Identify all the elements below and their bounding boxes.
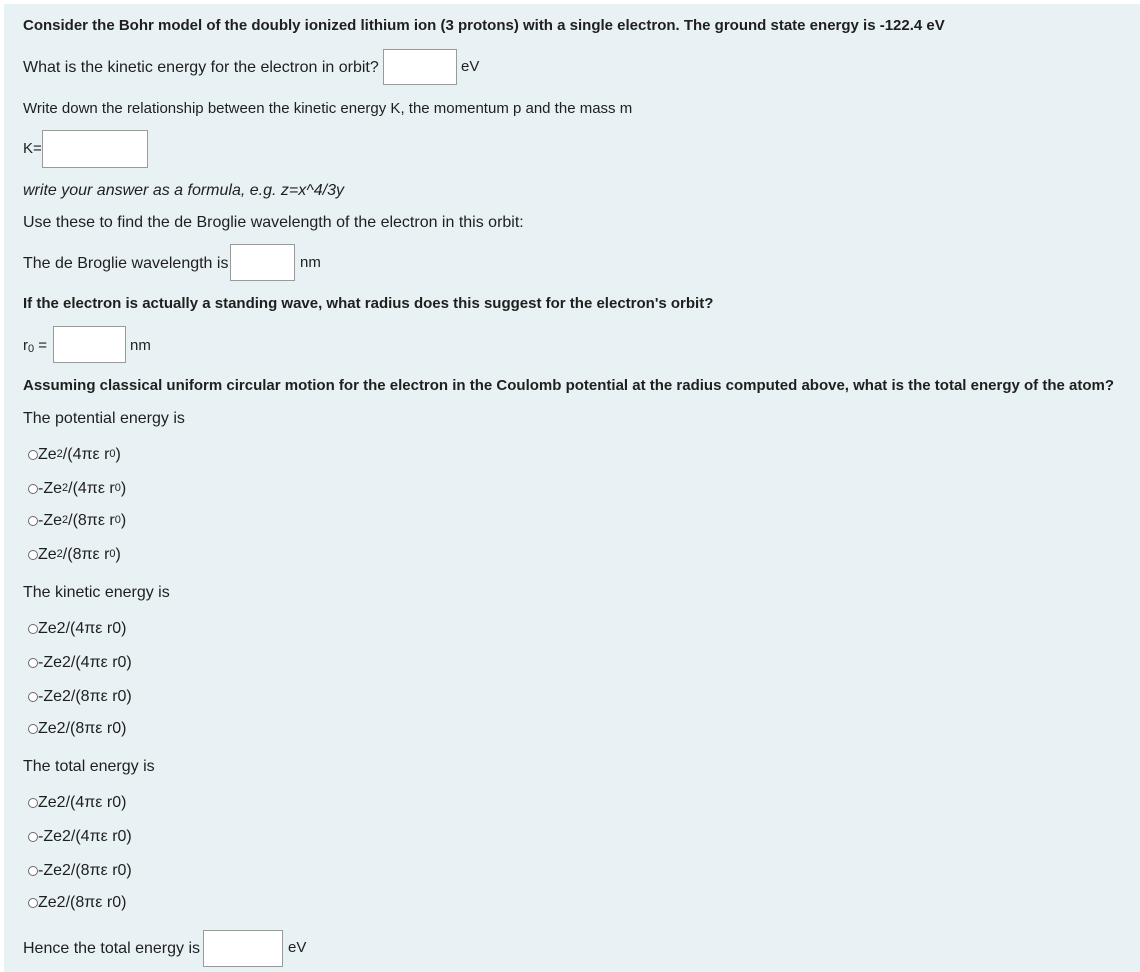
use-these-text: Use these to find the de Broglie wavelength of the electron in this orbit:: [23, 214, 524, 231]
radio-icon[interactable]: [28, 658, 38, 668]
kinetic-option[interactable]: -Ze2/(4πε r0): [28, 653, 132, 672]
relationship-question: Write down the relationship between the kinetic energy K, the momentum p and the mass m: [23, 100, 633, 117]
radio-icon[interactable]: [28, 798, 38, 808]
total-energy-unit: eV: [288, 939, 307, 956]
radio-icon[interactable]: [28, 832, 38, 842]
kinetic-energy-label: The kinetic energy is: [23, 584, 170, 601]
kinetic-question: What is the kinetic energy for the electron in orbit?: [23, 59, 379, 76]
potential-energy-label: The potential energy is: [23, 410, 185, 427]
r0-input[interactable]: [53, 326, 126, 363]
total-option[interactable]: -Ze2/(4πε r0): [28, 827, 132, 846]
intro-text: Consider the Bohr model of the doubly ionized lithium ion (3 protons) with a single electron. The ground state energy is -122.4 eV: [23, 17, 945, 34]
total-option[interactable]: -Ze2/(8πε r0): [28, 861, 132, 880]
radio-icon[interactable]: [28, 724, 38, 734]
k-label: K=: [23, 140, 42, 157]
k-formula-input[interactable]: [42, 130, 148, 168]
total-option[interactable]: Ze2/(4πε r0): [28, 793, 126, 812]
kinetic-unit: eV: [461, 58, 480, 75]
standing-wave-question: If the electron is actually a standing wave, what radius does this suggest for the electron's orbit?: [23, 295, 714, 312]
kinetic-option[interactable]: Ze2/(4πε r0): [28, 619, 126, 638]
de-broglie-input[interactable]: [230, 244, 295, 281]
radio-icon[interactable]: [28, 624, 38, 634]
hence-label: Hence the total energy is: [23, 940, 200, 957]
potential-option[interactable]: -Ze 2 /(4πε r 0 ): [28, 479, 126, 498]
total-energy-input[interactable]: [203, 930, 283, 967]
radio-icon[interactable]: [28, 516, 38, 526]
radio-icon[interactable]: [28, 692, 38, 702]
potential-option[interactable]: Ze 2 /(4πε r 0 ): [28, 445, 121, 464]
question-panel: [4, 4, 1140, 972]
radio-icon[interactable]: [28, 450, 38, 460]
radio-icon[interactable]: [28, 866, 38, 876]
de-broglie-unit: nm: [300, 254, 321, 271]
de-broglie-label: The de Broglie wavelength is: [23, 255, 229, 272]
radio-icon[interactable]: [28, 484, 38, 494]
kinetic-option[interactable]: Ze2/(8πε r0): [28, 719, 126, 738]
total-energy-label: The total energy is: [23, 758, 155, 775]
radio-icon[interactable]: [28, 550, 38, 560]
r0-unit: nm: [130, 337, 151, 354]
r0-label: r0 =: [23, 337, 48, 355]
radio-icon[interactable]: [28, 898, 38, 908]
potential-option[interactable]: -Ze 2 /(8πε r 0 ): [28, 511, 126, 530]
assuming-question: Assuming classical uniform circular motion for the electron in the Coulomb potential at the radius computed above, what is the total energy of the atom?: [23, 377, 1114, 394]
formula-hint: write your answer as a formula, e.g. z=x^4/3y: [23, 182, 344, 199]
kinetic-option[interactable]: -Ze2/(8πε r0): [28, 687, 132, 706]
kinetic-energy-input[interactable]: [383, 49, 457, 85]
potential-option[interactable]: Ze 2 /(8πε r 0 ): [28, 545, 121, 564]
total-option[interactable]: Ze2/(8πε r0): [28, 893, 126, 912]
